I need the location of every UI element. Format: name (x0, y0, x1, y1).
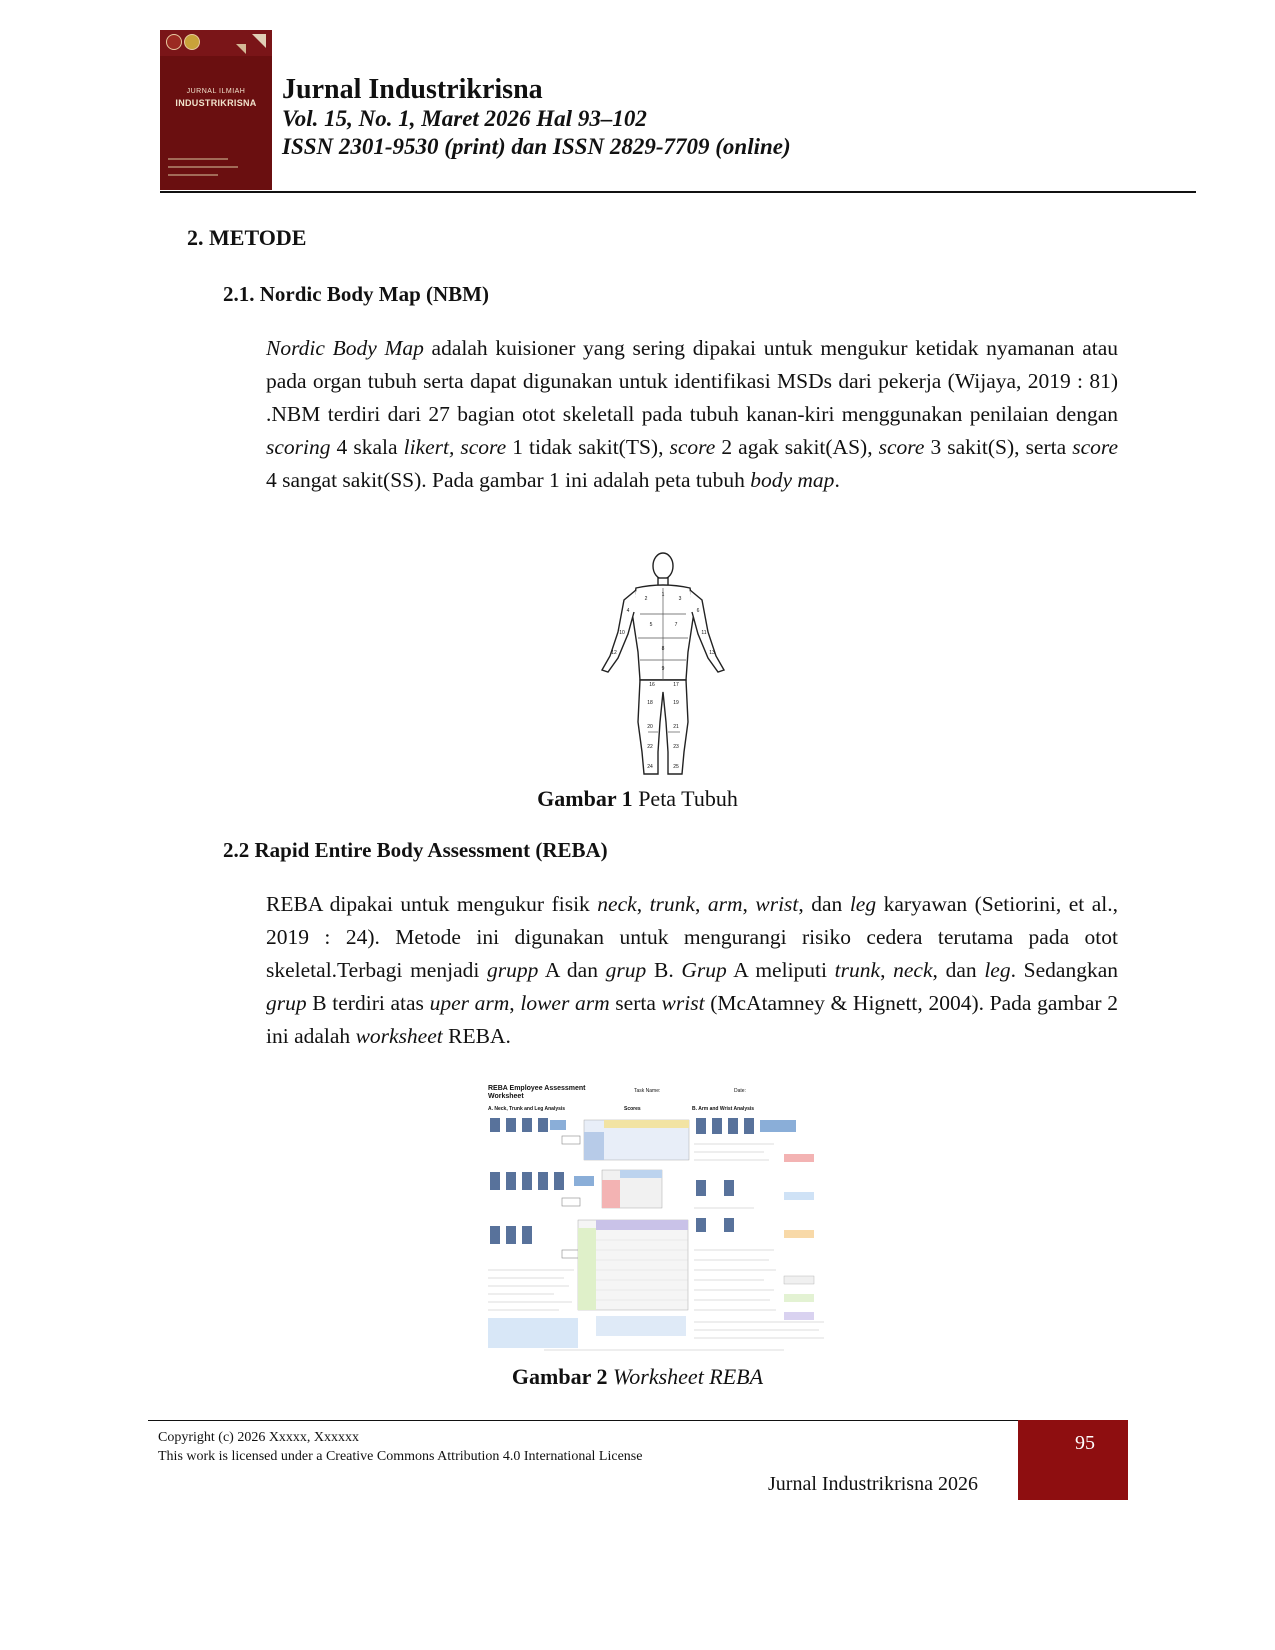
table-b-header (620, 1170, 662, 1178)
body-region-number: 5 (649, 622, 653, 628)
posture-pictogram-shaded (760, 1120, 796, 1132)
text: . Sedangkan (1010, 958, 1118, 982)
worksheet-section-a: A. Neck, Trunk and Leg Analysis (488, 1106, 566, 1112)
score-color-box (784, 1154, 814, 1162)
body-region-number: 12 (611, 650, 617, 656)
body-region-number: 19 (673, 700, 679, 706)
text: B. (646, 958, 682, 982)
body-region-number: 6 (696, 608, 700, 614)
body-region-number: 13 (709, 650, 715, 656)
table-a-header (604, 1120, 689, 1128)
reba-worksheet-figure (484, 1080, 834, 1355)
body-map-figure (588, 552, 738, 780)
cover-text-title: INDUSTRIKRISNA (175, 98, 257, 108)
body-region-number: 17 (673, 682, 679, 688)
text: 4 sangat sakit(SS). Pada gambar 1 ini adalah peta tubuh (266, 468, 751, 492)
body-region-number: 24 (647, 764, 653, 770)
posture-pictogram-shaded (550, 1120, 566, 1130)
text-em: grup (605, 958, 647, 982)
cover-corner-ornament (252, 34, 266, 48)
body-region-number: 2 (644, 596, 648, 602)
worksheet-title: Worksheet (488, 1093, 524, 1100)
text: , (694, 892, 708, 916)
body-region-number: 16 (649, 682, 655, 688)
text: 1 tidak sakit(TS), (506, 435, 670, 459)
cover-line-2 (168, 166, 238, 168)
worksheet-title: REBA Employee Assessment (488, 1085, 586, 1092)
posture-pictogram (538, 1118, 548, 1132)
posture-pictogram (724, 1180, 734, 1196)
text: , dan (798, 892, 850, 916)
body-region-number: 4 (626, 608, 630, 614)
text: (McAtamney & Hignett, 2004). Pada gambar 2 ini adalah (266, 991, 1118, 1048)
text: A dan (538, 958, 606, 982)
text-em: Nordic Body Map (266, 336, 424, 360)
text-em: wrist (755, 892, 799, 916)
text: , (880, 958, 894, 982)
score-color-box (784, 1294, 814, 1302)
body-region-number: 8 (661, 646, 665, 652)
posture-pictogram (728, 1118, 738, 1134)
journal-volume: Vol. 15, No. 1, Maret 2026 Hal 93–102 (282, 106, 647, 131)
header-divider (160, 191, 1196, 193)
text: karyawan (Setiorini, et al., 2019 : 24). Metode ini digunakan untuk mengurangi risiko cedera terutama pada otot skeletal.Terbagi menjadi (266, 892, 1119, 982)
text-em: leg (849, 892, 877, 916)
posture-pictogram (506, 1118, 516, 1132)
journal-issn: ISSN 2301-9530 (print) dan ISSN 2829-7709 (online) (282, 134, 791, 159)
body-legs (638, 680, 688, 774)
text: REBA dipakai untuk mengukur fisik (266, 892, 598, 916)
posture-pictogram (490, 1118, 500, 1132)
text-em: Grup (681, 958, 727, 982)
posture-pictogram (490, 1172, 500, 1190)
posture-pictogram (712, 1118, 722, 1134)
cover-seal-icon (184, 34, 200, 50)
posture-pictogram (490, 1226, 500, 1244)
text: , (509, 991, 521, 1015)
text: . (834, 468, 840, 492)
posture-pictogram (506, 1226, 516, 1244)
footer-journal-name: Jurnal Industrikrisna 2026 (768, 1473, 978, 1495)
figure-1-caption (0, 786, 1275, 812)
posture-pictogram (522, 1118, 532, 1132)
text: 2 agak sakit(AS), (715, 435, 879, 459)
posture-pictogram (522, 1226, 532, 1244)
figure-label: Gambar 1 (537, 786, 633, 811)
body-region-number: 18 (647, 700, 653, 706)
body-region-number: 23 (673, 744, 679, 750)
text-em: score (669, 435, 716, 459)
cover-logo-icon (166, 34, 182, 50)
text: REBA. (442, 1024, 511, 1048)
text-em: grupp (487, 958, 539, 982)
text-em: body map (750, 468, 835, 492)
text: adalah kuisioner yang sering dipakai untuk mengukur ketidak nyamanan atau pada organ tubuh serta dapat digunakan untuk identifikasi MSDs dari pekerja (Wijaya, 2019 : 81) .NBM terdiri dari 27 bagian otot skeletall pada tubuh kanan-kiri menggunakan penilaian dengan (266, 336, 1118, 426)
body-region-number: 21 (673, 724, 679, 730)
body-region-number: 20 (647, 724, 653, 730)
text: B terdiri atas (306, 991, 430, 1015)
body-region-number: 9 (661, 666, 665, 672)
score-color-box (784, 1192, 814, 1200)
text: , (742, 892, 756, 916)
cover-line-3 (168, 174, 218, 176)
text: serta (609, 991, 662, 1015)
body-region-number: 7 (674, 622, 678, 628)
table-c-score-strip (596, 1316, 686, 1336)
worksheet-date-label: Date: (734, 1088, 746, 1094)
posture-pictogram (506, 1172, 516, 1190)
text-em: trunk (649, 892, 695, 916)
subsection-heading-nbm: 2.1. Nordic Body Map (NBM) (223, 282, 489, 306)
worksheet-scores-label: Scores (624, 1106, 641, 1112)
text: , (636, 892, 650, 916)
body-region-number: 10 (619, 630, 625, 636)
figure-caption-text: Peta Tubuh (632, 786, 738, 811)
text: A meliputi (726, 958, 835, 982)
posture-pictogram (554, 1172, 564, 1190)
text-em: worksheet (355, 1024, 443, 1048)
text-em: trunk (834, 958, 881, 982)
body-region-number: 11 (701, 630, 707, 636)
body-region-number: 25 (673, 764, 679, 770)
text-em: neck (597, 892, 637, 916)
posture-pictogram-shaded (574, 1176, 594, 1186)
text-em: score (1072, 435, 1118, 459)
figure-2-caption (0, 1364, 1275, 1390)
text-em: grup (266, 991, 307, 1015)
text-em: wrist (661, 991, 705, 1015)
posture-pictogram (744, 1118, 754, 1134)
worksheet-task-label: Task Name: (634, 1088, 661, 1094)
text-em: leg (984, 958, 1011, 982)
text-em: uper arm (429, 991, 510, 1015)
cover-text-top: JURNAL ILMIAH (186, 88, 246, 95)
table-c-header (596, 1220, 688, 1230)
figure-caption-text: Worksheet REBA (607, 1364, 764, 1389)
cover-ornament-small (236, 44, 246, 54)
section-heading-metode: 2. METODE (187, 225, 307, 250)
subsection-heading-reba: 2.2 Rapid Entire Body Assessment (REBA) (223, 838, 608, 862)
body-region-number: 3 (678, 596, 682, 602)
posture-pictogram (696, 1180, 706, 1196)
body-right-arm (690, 590, 724, 672)
posture-pictogram (696, 1118, 706, 1134)
body-region-number: 1 (661, 592, 665, 598)
text: , dan (932, 958, 985, 982)
score-color-box (784, 1312, 814, 1320)
journal-cover-thumbnail (160, 30, 272, 190)
body-region-number: 22 (647, 744, 653, 750)
posture-pictogram (522, 1172, 532, 1190)
table-c-side (578, 1228, 596, 1310)
score-color-box (784, 1230, 814, 1238)
text-em: lower arm (520, 991, 610, 1015)
text-em: likert, score (403, 435, 507, 459)
table-b-side (602, 1180, 620, 1208)
cover-line-1 (168, 158, 228, 160)
page-number: 95 (1075, 1432, 1095, 1454)
figure-label: Gambar 2 (511, 1364, 608, 1389)
posture-pictogram (696, 1218, 706, 1232)
footer-divider (148, 1420, 1018, 1421)
text: 4 skala (330, 435, 404, 459)
paragraph-reba (266, 888, 1118, 1053)
text: 3 sakit(S), serta (924, 435, 1073, 459)
footer-copyright: Copyright (c) 2026 Xxxxx, Xxxxxx (158, 1430, 360, 1445)
journal-title: Jurnal Industrikrisna (282, 74, 543, 105)
table-a-side (584, 1132, 604, 1160)
text-em: score (878, 435, 925, 459)
footer-license: This work is licensed under a Creative Commons Attribution 4.0 International License (158, 1449, 643, 1464)
worksheet-section-b: B. Arm and Wrist Analysis (692, 1106, 755, 1112)
paragraph-nbm (266, 332, 1118, 497)
posture-pictogram (538, 1172, 548, 1190)
posture-pictogram (724, 1218, 734, 1232)
scoring-legend-box (488, 1318, 578, 1348)
text-em: neck (893, 958, 933, 982)
text-em: scoring (266, 435, 331, 459)
body-head (653, 553, 673, 579)
score-color-box (784, 1276, 814, 1284)
text-em: arm (707, 892, 743, 916)
